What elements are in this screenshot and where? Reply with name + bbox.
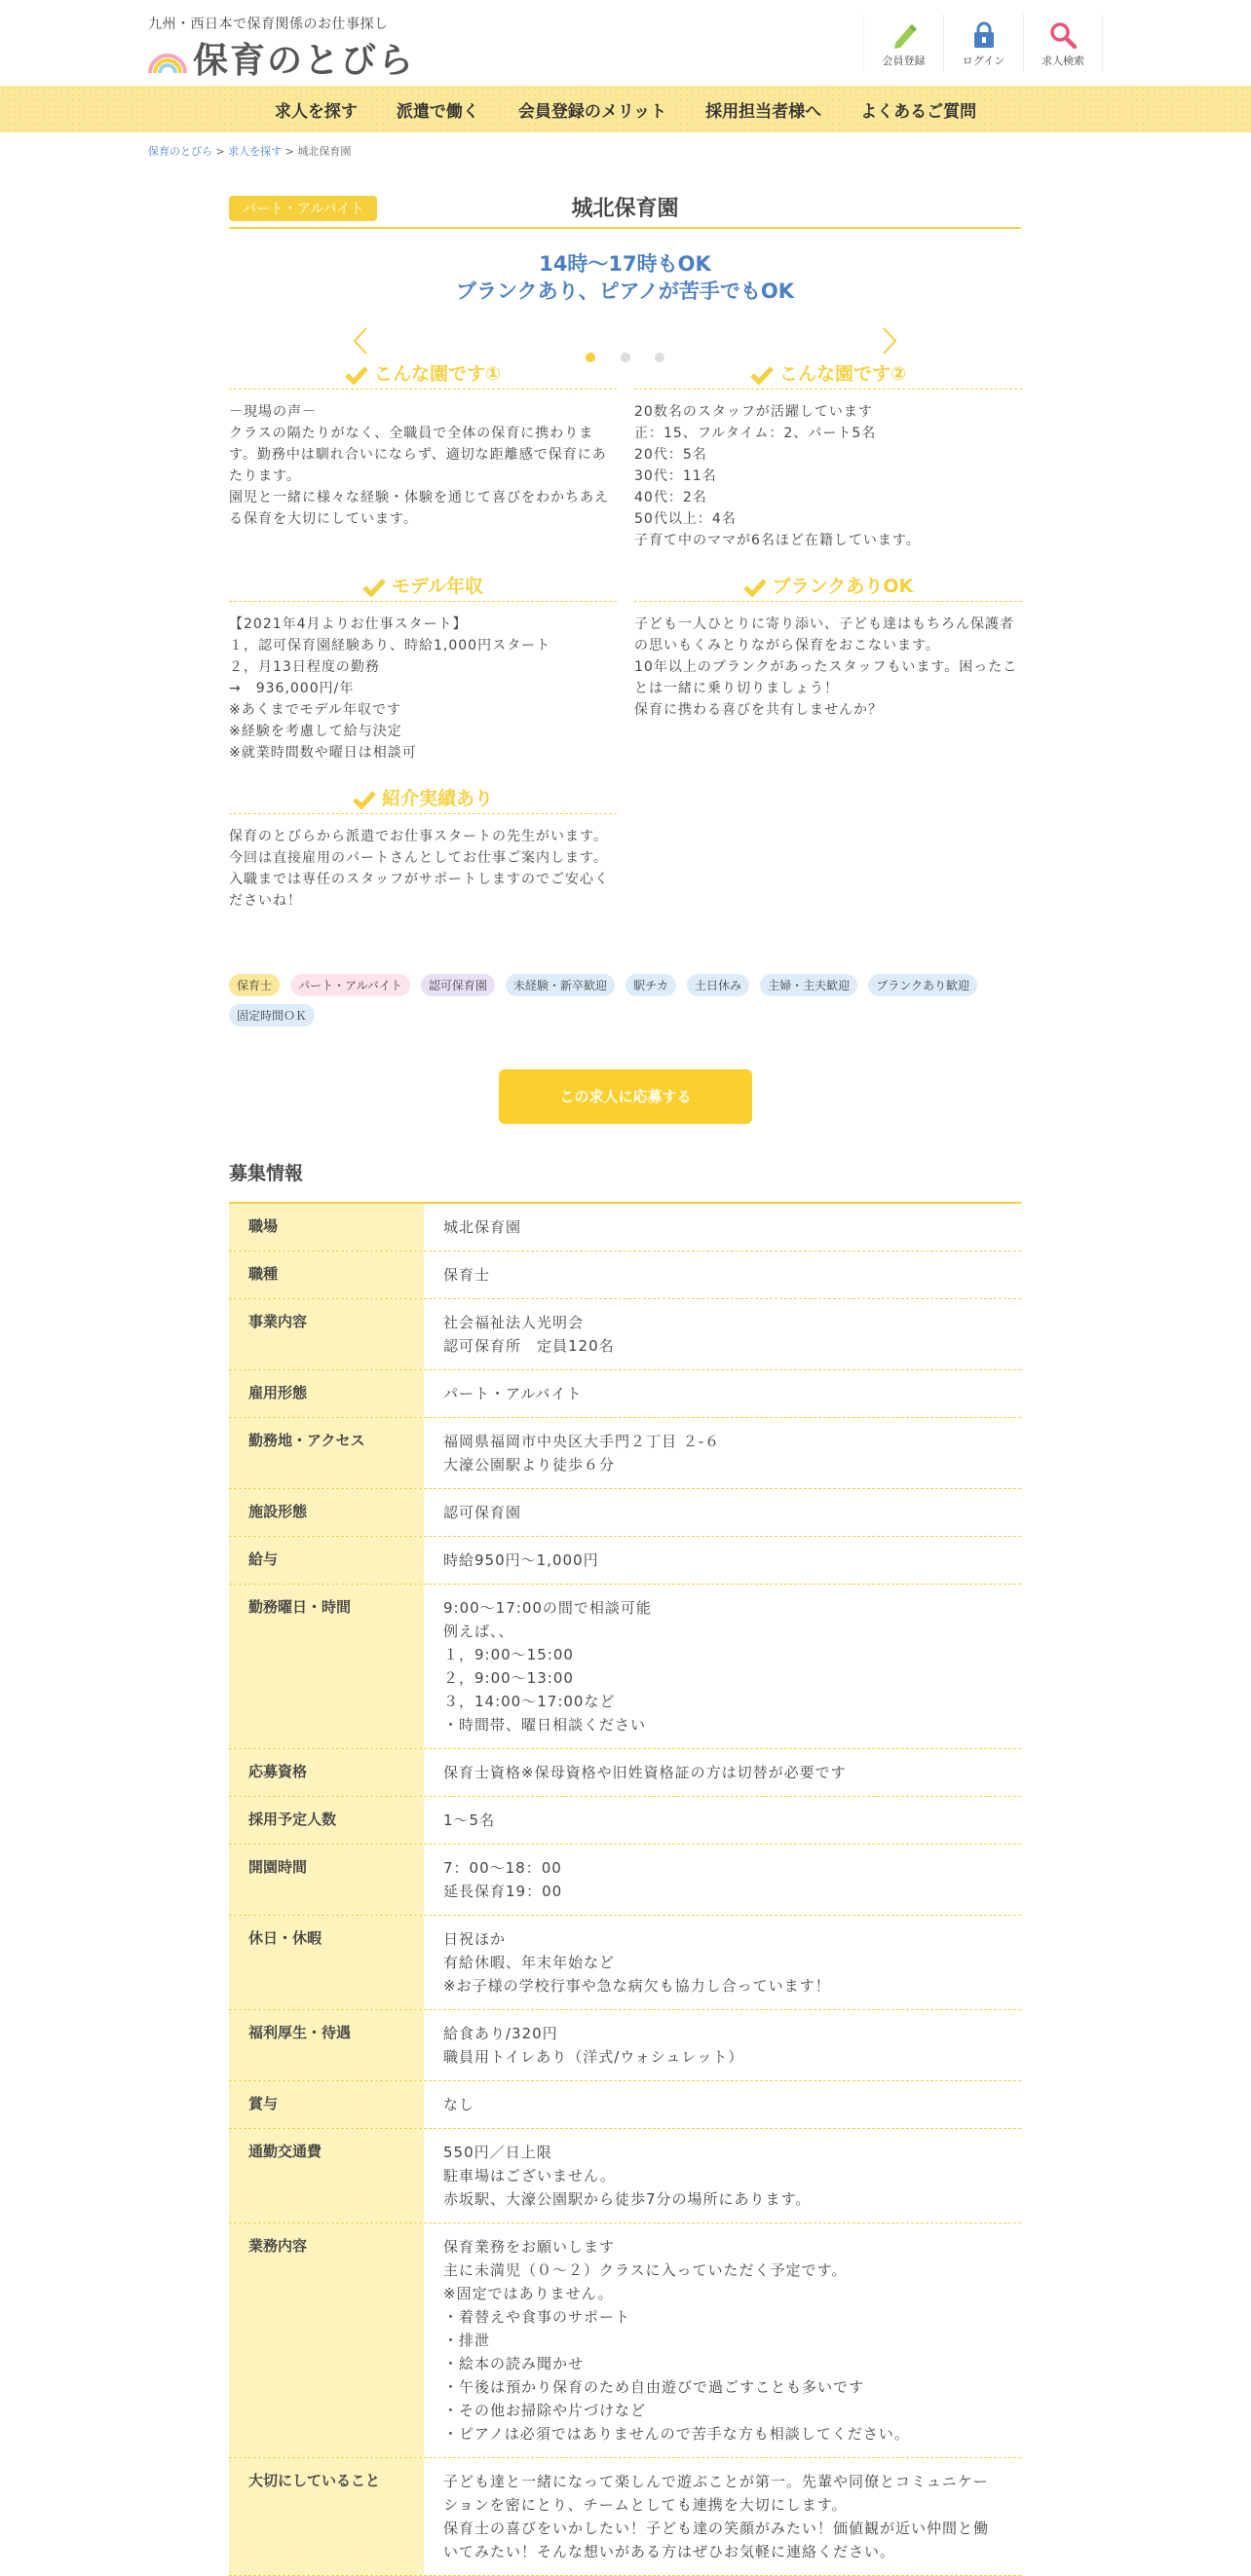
table-row-value: なし xyxy=(424,2081,1021,2128)
section-title xyxy=(634,359,1022,390)
table-row-value: 時給950円～1,000円 xyxy=(424,1537,1021,1584)
section-title-text: ブランクありOK xyxy=(772,576,914,597)
table-row xyxy=(229,2223,1021,2458)
job-detail xyxy=(229,190,1021,909)
table-row-label: 賞与 xyxy=(229,2081,424,2128)
table-row-label: 休日・休暇 xyxy=(229,1916,424,2009)
table-row-value: 550円／日上限 駐車場はございません。 赤坂駅、大濠公園駅から徒歩7分の場所にあります。 xyxy=(424,2129,1021,2222)
table-row-label: 雇用形態 xyxy=(229,1370,424,1417)
member-register-button[interactable] xyxy=(863,14,943,72)
check-icon xyxy=(362,578,386,597)
section-title xyxy=(229,359,617,390)
global-nav xyxy=(0,86,1251,132)
table-row-label: 給与 xyxy=(229,1537,424,1584)
rainbow-logo-icon xyxy=(146,40,189,75)
section-body: －現場の声－ クラスの隔たりがなく、全職員で全体の保育に携わります。勤務中は馴れ合いにならず、適切な距離感で保育にあたります。 園児と一緒に様々な経験・体験を通じて喜びをわかちあえる保育を大切にしています。 xyxy=(229,404,609,527)
section-body: 20数名のスタッフが活躍しています 正：15、フルタイム：2、パート5名 20代：5名 30代：11名 40代：2名 50代以上：4名 子育て中のママが6名ほど在籍しています。 xyxy=(634,404,921,548)
tag[interactable]: 認可保育園 xyxy=(421,974,495,996)
check-icon xyxy=(743,578,767,597)
nav-member-merits[interactable]: 会員登録のメリット xyxy=(517,101,667,122)
feature-section-1 xyxy=(229,359,617,530)
table-row-label: 勤務曜日・時間 xyxy=(229,1585,424,1748)
member-register-label: 会員登録 xyxy=(882,55,926,67)
table-row xyxy=(229,1916,1021,2010)
site-header xyxy=(0,0,1251,86)
breadcrumb-separator: > xyxy=(282,145,298,158)
breadcrumb-current: 城北保育園 xyxy=(297,145,352,158)
table-row-label: 応募資格 xyxy=(229,1749,424,1796)
table-row xyxy=(229,1845,1021,1916)
table-row-value: 9:00～17:00の間で相談可能 例えば、、 １，9:00～15:00 ２，9:00～13:00 ３，14:00～17:00など ・時間帯、曜日相談ください xyxy=(424,1585,1021,1748)
table-row xyxy=(229,2129,1021,2223)
table-row xyxy=(229,1204,1021,1251)
feature-section-4 xyxy=(634,572,1022,721)
recruitment-info-heading: 募集情報 xyxy=(229,1163,304,1184)
header-icon-menu xyxy=(863,14,1103,72)
breadcrumb-separator: > xyxy=(212,145,229,158)
nav-dispatch-work[interactable]: 派遣で働く xyxy=(396,101,479,122)
tag[interactable]: 固定時間ＯＫ xyxy=(229,1004,315,1027)
table-row-label: 採用予定人数 xyxy=(229,1797,424,1844)
facility-title: 城北保育園 xyxy=(571,197,679,221)
check-icon xyxy=(345,365,368,385)
table-row-value: 給食あり/320円 職員用トイレあり（洋式/ウォシュレット） xyxy=(424,2010,1021,2080)
login-button[interactable] xyxy=(943,14,1023,72)
job-title-row xyxy=(229,190,1021,229)
table-row-value: 認可保育園 xyxy=(424,1489,1021,1536)
table-row-value: 保育業務をお願いします 主に未満児（０～２）クラスに入っていただく予定です。 ※固定ではありません。 ・着替えや食事のサポート ・排泄 ・絵本の読み聞かせ ・午後は預かり保育のため自由遊びで過ごすことも多いです ・その他お掃除や片づけなど ・ピアノは必須ではありませんので苦手な方も相談してください。 xyxy=(424,2223,1021,2457)
table-row-label: 職種 xyxy=(229,1251,424,1298)
table-row xyxy=(229,1489,1021,1537)
section-title-text: こんな園です① xyxy=(373,363,502,385)
tag[interactable]: 保育士 xyxy=(229,974,280,996)
table-row-label: 勤務地・アクセス xyxy=(229,1418,424,1488)
job-catchcopy xyxy=(229,250,1021,305)
table-row-label: 大切にしていること xyxy=(229,2458,424,2575)
pencil-icon xyxy=(890,21,919,49)
chevron-right-icon[interactable] xyxy=(881,326,898,355)
table-row-value: 城北保育園 xyxy=(424,1204,1021,1251)
feature-section-2 xyxy=(634,359,1022,551)
table-row-value: 1～5名 xyxy=(424,1797,1021,1844)
table-row xyxy=(229,1537,1021,1585)
table-row xyxy=(229,1585,1021,1749)
lock-icon xyxy=(969,21,999,49)
table-row-label: 通勤交通費 xyxy=(229,2129,424,2222)
employment-type-badge: パート・アルバイト xyxy=(229,196,377,221)
breadcrumb xyxy=(148,143,351,159)
table-row-label: 施設形態 xyxy=(229,1489,424,1536)
table-row xyxy=(229,1797,1021,1845)
slider-dot[interactable] xyxy=(621,353,630,362)
section-title xyxy=(634,572,1022,602)
breadcrumb-list-link[interactable]: 求人を探す xyxy=(228,145,283,158)
section-body: 保育のとびらから派遣でお仕事スタートの先生がいます。 今回は直接雇用のパートさんとしてお仕事ご案内します。入職までは専任のスタッフがサポートしますのでご安心くださいね！ xyxy=(229,829,609,909)
table-row-label: 事業内容 xyxy=(229,1299,424,1369)
table-row xyxy=(229,1749,1021,1797)
table-row-label: 業務内容 xyxy=(229,2223,424,2457)
section-title xyxy=(229,572,617,602)
table-row-value: 社会福祉法人光明会 認可保育所 定員120名 xyxy=(424,1299,1021,1369)
table-row xyxy=(229,2081,1021,2129)
table-row xyxy=(229,1299,1021,1370)
section-title-text: 紹介実績あり xyxy=(381,788,493,809)
table-row xyxy=(229,1418,1021,1489)
job-search-label: 求人検索 xyxy=(1042,55,1084,67)
tag[interactable]: ブランクあり歓迎 xyxy=(868,974,977,996)
table-row xyxy=(229,1251,1021,1299)
section-body: 【2021年4月よりお仕事スタート】 １，認可保育園経験あり、時給1,000円スタート ２，月13日程度の勤務 → 936,000円/年 ※あくまでモデル年収です ※経験を考慮して給与決定 ※就業時間数や曜日は相談可 xyxy=(229,616,551,761)
table-row-label: 職場 xyxy=(229,1204,424,1251)
table-row-label: 福利厚生・待遇 xyxy=(229,2010,424,2080)
table-row-value: パート・アルバイト xyxy=(424,1370,1021,1417)
section-title-text: こんな園です② xyxy=(778,363,907,385)
job-search-button[interactable] xyxy=(1023,14,1103,72)
table-row-value: 保育士資格※保母資格や旧姓資格証の方は切替が必要です xyxy=(424,1749,1021,1796)
section-slider xyxy=(229,324,1021,359)
tag[interactable]: 駅チカ xyxy=(626,974,676,996)
table-row-label: 開園時間 xyxy=(229,1845,424,1915)
table-row-value: 子ども達と一緒になって楽しんで遊ぶことが第一。先輩や同僚とコミュニケーションを密にとり、チームとしても連携を大切にします。 保育士の喜びをいかしたい！子ども達の笑顔がみたい！価値観が近い仲間と働いてみたい！そんな想いがある方はぜひお気軽に連絡ください。 xyxy=(424,2458,1021,2575)
table-row xyxy=(229,1370,1021,1418)
site-logo[interactable] xyxy=(146,37,416,81)
catchcopy-line-2: ブランクあり、ピアノが苦手でもOK xyxy=(455,280,795,303)
table-row-value: 福岡県福岡市中央区大手門２丁目 ２-６ 大濠公園駅より徒歩６分 xyxy=(424,1418,1021,1488)
check-icon xyxy=(353,790,376,809)
feature-section-5 xyxy=(229,784,617,912)
tag[interactable]: 未経験・新卒歓迎 xyxy=(506,974,615,996)
search-icon xyxy=(1048,21,1078,49)
table-row xyxy=(229,2010,1021,2081)
table-row-value: 保育士 xyxy=(424,1251,1021,1298)
table-row-value: 日祝ほか 有給休暇、年末年始など ※お子様の学校行事や急な病欠も協力し合っています！ xyxy=(424,1916,1021,2009)
section-body: 子ども一人ひとりに寄り添い、子ども達はもちろん保護者の思いもくみとりながら保育をおこないます。 10年以上のブランクがあったスタッフもいます。困ったことは一緒に乗り切りましょう！ 保育に携わる喜びを共有しませんか？ xyxy=(634,616,1018,718)
recruitment-info-table xyxy=(229,1202,1021,2576)
breadcrumb-home-link[interactable]: 保育のとびら xyxy=(148,145,212,158)
feature-section-3 xyxy=(229,572,617,764)
nav-for-recruiters[interactable]: 採用担当者様へ xyxy=(705,101,822,122)
section-title-text: モデル年収 xyxy=(391,576,484,597)
brand-name: 保育のとびら xyxy=(193,40,416,81)
table-row-value: 7：00～18：00 延長保育19：00 xyxy=(424,1845,1021,1915)
job-tags xyxy=(229,974,1021,1034)
tag[interactable]: パート・アルバイト xyxy=(290,974,410,996)
apply-button[interactable]: この求人に応募する xyxy=(499,1069,752,1124)
catchcopy-line-1: 14時～17時もOK xyxy=(539,252,711,276)
section-title xyxy=(229,784,617,814)
nav-faq[interactable]: よくあるご質問 xyxy=(860,101,977,122)
tag[interactable]: 主婦・主夫歓迎 xyxy=(760,974,857,996)
nav-find-jobs[interactable]: 求人を探す xyxy=(274,101,358,122)
check-icon xyxy=(750,365,774,385)
login-label: ログイン xyxy=(962,55,1005,67)
site-tagline: 九州・西日本で保育関係のお仕事探し xyxy=(148,17,389,32)
table-row xyxy=(229,2458,1021,2576)
tag[interactable]: 土日休み xyxy=(687,974,749,996)
